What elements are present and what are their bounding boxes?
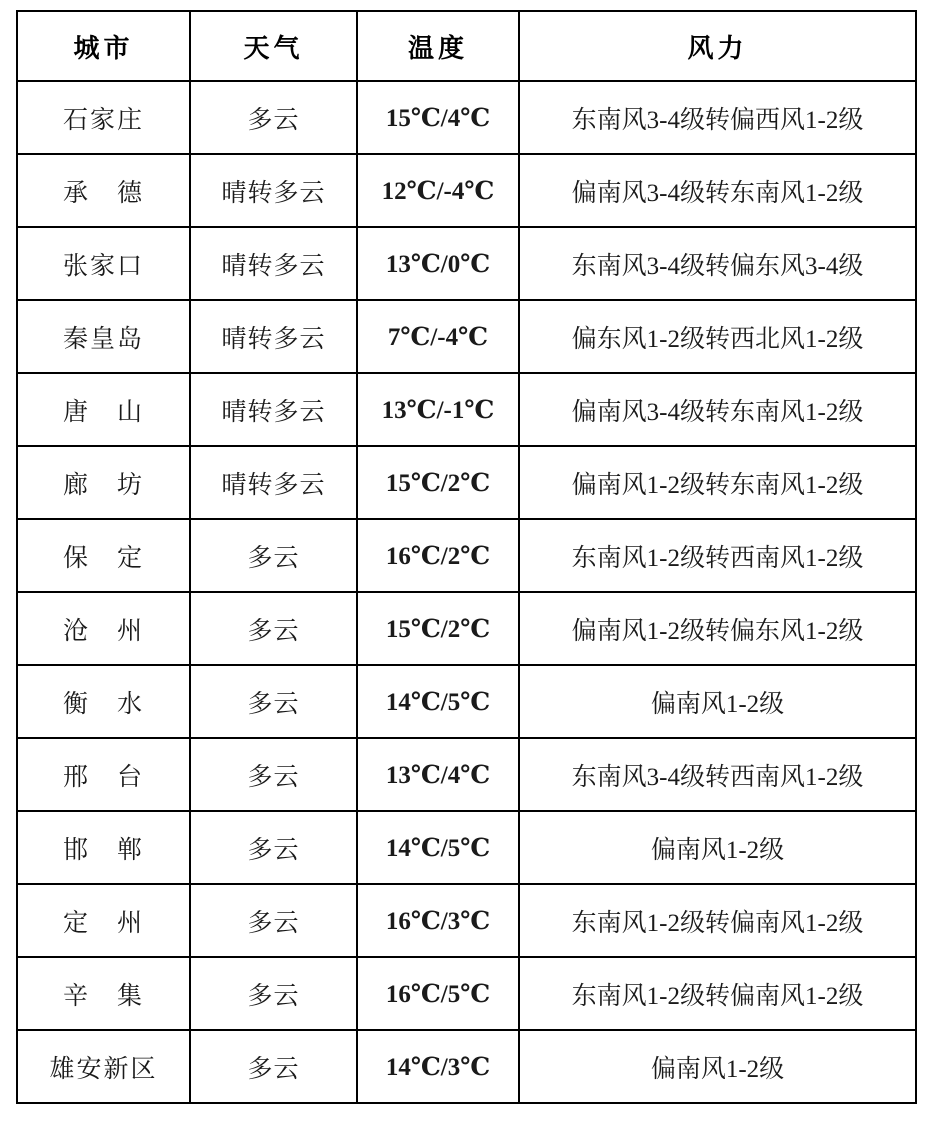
cell-city: 辛 集 bbox=[17, 957, 190, 1030]
cell-wind: 东南风3-4级转偏东风3-4级 bbox=[519, 227, 916, 300]
cell-wind: 偏南风1-2级转东南风1-2级 bbox=[519, 446, 916, 519]
table-row bbox=[17, 300, 916, 373]
cell-temperature: 14℃/5℃ bbox=[357, 665, 519, 738]
table-row bbox=[17, 738, 916, 811]
city-weather-table bbox=[16, 10, 917, 1104]
cell-wind: 东南风1-2级转西南风1-2级 bbox=[519, 519, 916, 592]
table-row bbox=[17, 811, 916, 884]
table-row bbox=[17, 373, 916, 446]
cell-temperature: 15℃/2℃ bbox=[357, 446, 519, 519]
cell-city: 雄安新区 bbox=[17, 1030, 190, 1103]
cell-city: 邢 台 bbox=[17, 738, 190, 811]
cell-weather: 晴转多云 bbox=[190, 154, 357, 227]
cell-temperature: 13℃/-1℃ bbox=[357, 373, 519, 446]
cell-city: 承 德 bbox=[17, 154, 190, 227]
table-row bbox=[17, 1030, 916, 1103]
table-row bbox=[17, 957, 916, 1030]
cell-wind: 偏南风3-4级转东南风1-2级 bbox=[519, 373, 916, 446]
cell-wind: 偏东风1-2级转西北风1-2级 bbox=[519, 300, 916, 373]
cell-weather: 多云 bbox=[190, 811, 357, 884]
table-header bbox=[17, 11, 916, 81]
cell-weather: 晴转多云 bbox=[190, 446, 357, 519]
table-row bbox=[17, 227, 916, 300]
cell-city: 张家口 bbox=[17, 227, 190, 300]
column-header-wind: 风力 bbox=[519, 11, 916, 81]
cell-city: 沧 州 bbox=[17, 592, 190, 665]
cell-wind: 偏南风3-4级转东南风1-2级 bbox=[519, 154, 916, 227]
cell-city: 石家庄 bbox=[17, 81, 190, 154]
cell-wind: 偏南风1-2级转偏东风1-2级 bbox=[519, 592, 916, 665]
cell-weather: 晴转多云 bbox=[190, 373, 357, 446]
cell-wind: 偏南风1-2级 bbox=[519, 811, 916, 884]
cell-temperature: 7℃/-4℃ bbox=[357, 300, 519, 373]
cell-city: 保 定 bbox=[17, 519, 190, 592]
cell-temperature: 14℃/3℃ bbox=[357, 1030, 519, 1103]
cell-weather: 多云 bbox=[190, 957, 357, 1030]
column-header-temperature: 温度 bbox=[357, 11, 519, 81]
cell-temperature: 14℃/5℃ bbox=[357, 811, 519, 884]
cell-wind: 东南风1-2级转偏南风1-2级 bbox=[519, 957, 916, 1030]
cell-weather: 多云 bbox=[190, 665, 357, 738]
column-header-weather: 天气 bbox=[190, 11, 357, 81]
cell-weather: 多云 bbox=[190, 738, 357, 811]
cell-city: 衡 水 bbox=[17, 665, 190, 738]
cell-city: 定 州 bbox=[17, 884, 190, 957]
cell-wind: 偏南风1-2级 bbox=[519, 1030, 916, 1103]
table-row bbox=[17, 154, 916, 227]
table-header-row bbox=[17, 11, 916, 81]
cell-city: 邯 郸 bbox=[17, 811, 190, 884]
cell-temperature: 15℃/4℃ bbox=[357, 81, 519, 154]
cell-city: 秦皇岛 bbox=[17, 300, 190, 373]
table-row bbox=[17, 446, 916, 519]
cell-wind: 东南风3-4级转西南风1-2级 bbox=[519, 738, 916, 811]
table-row bbox=[17, 81, 916, 154]
cell-temperature: 13℃/0℃ bbox=[357, 227, 519, 300]
table-body bbox=[17, 81, 916, 1103]
cell-temperature: 16℃/5℃ bbox=[357, 957, 519, 1030]
cell-temperature: 16℃/2℃ bbox=[357, 519, 519, 592]
cell-wind: 东南风1-2级转偏南风1-2级 bbox=[519, 884, 916, 957]
table-row bbox=[17, 519, 916, 592]
cell-weather: 多云 bbox=[190, 592, 357, 665]
cell-weather: 多云 bbox=[190, 1030, 357, 1103]
cell-wind: 偏南风1-2级 bbox=[519, 665, 916, 738]
cell-weather: 晴转多云 bbox=[190, 300, 357, 373]
cell-weather: 多云 bbox=[190, 81, 357, 154]
cell-wind: 东南风3-4级转偏西风1-2级 bbox=[519, 81, 916, 154]
table-row bbox=[17, 884, 916, 957]
cell-weather: 多云 bbox=[190, 884, 357, 957]
cell-city: 廊 坊 bbox=[17, 446, 190, 519]
cell-city: 唐 山 bbox=[17, 373, 190, 446]
cell-weather: 多云 bbox=[190, 519, 357, 592]
table-row bbox=[17, 592, 916, 665]
column-header-city: 城市 bbox=[17, 11, 190, 81]
cell-temperature: 16℃/3℃ bbox=[357, 884, 519, 957]
cell-temperature: 15℃/2℃ bbox=[357, 592, 519, 665]
table-row bbox=[17, 665, 916, 738]
cell-temperature: 12℃/-4℃ bbox=[357, 154, 519, 227]
cell-temperature: 13℃/4℃ bbox=[357, 738, 519, 811]
cell-weather: 晴转多云 bbox=[190, 227, 357, 300]
